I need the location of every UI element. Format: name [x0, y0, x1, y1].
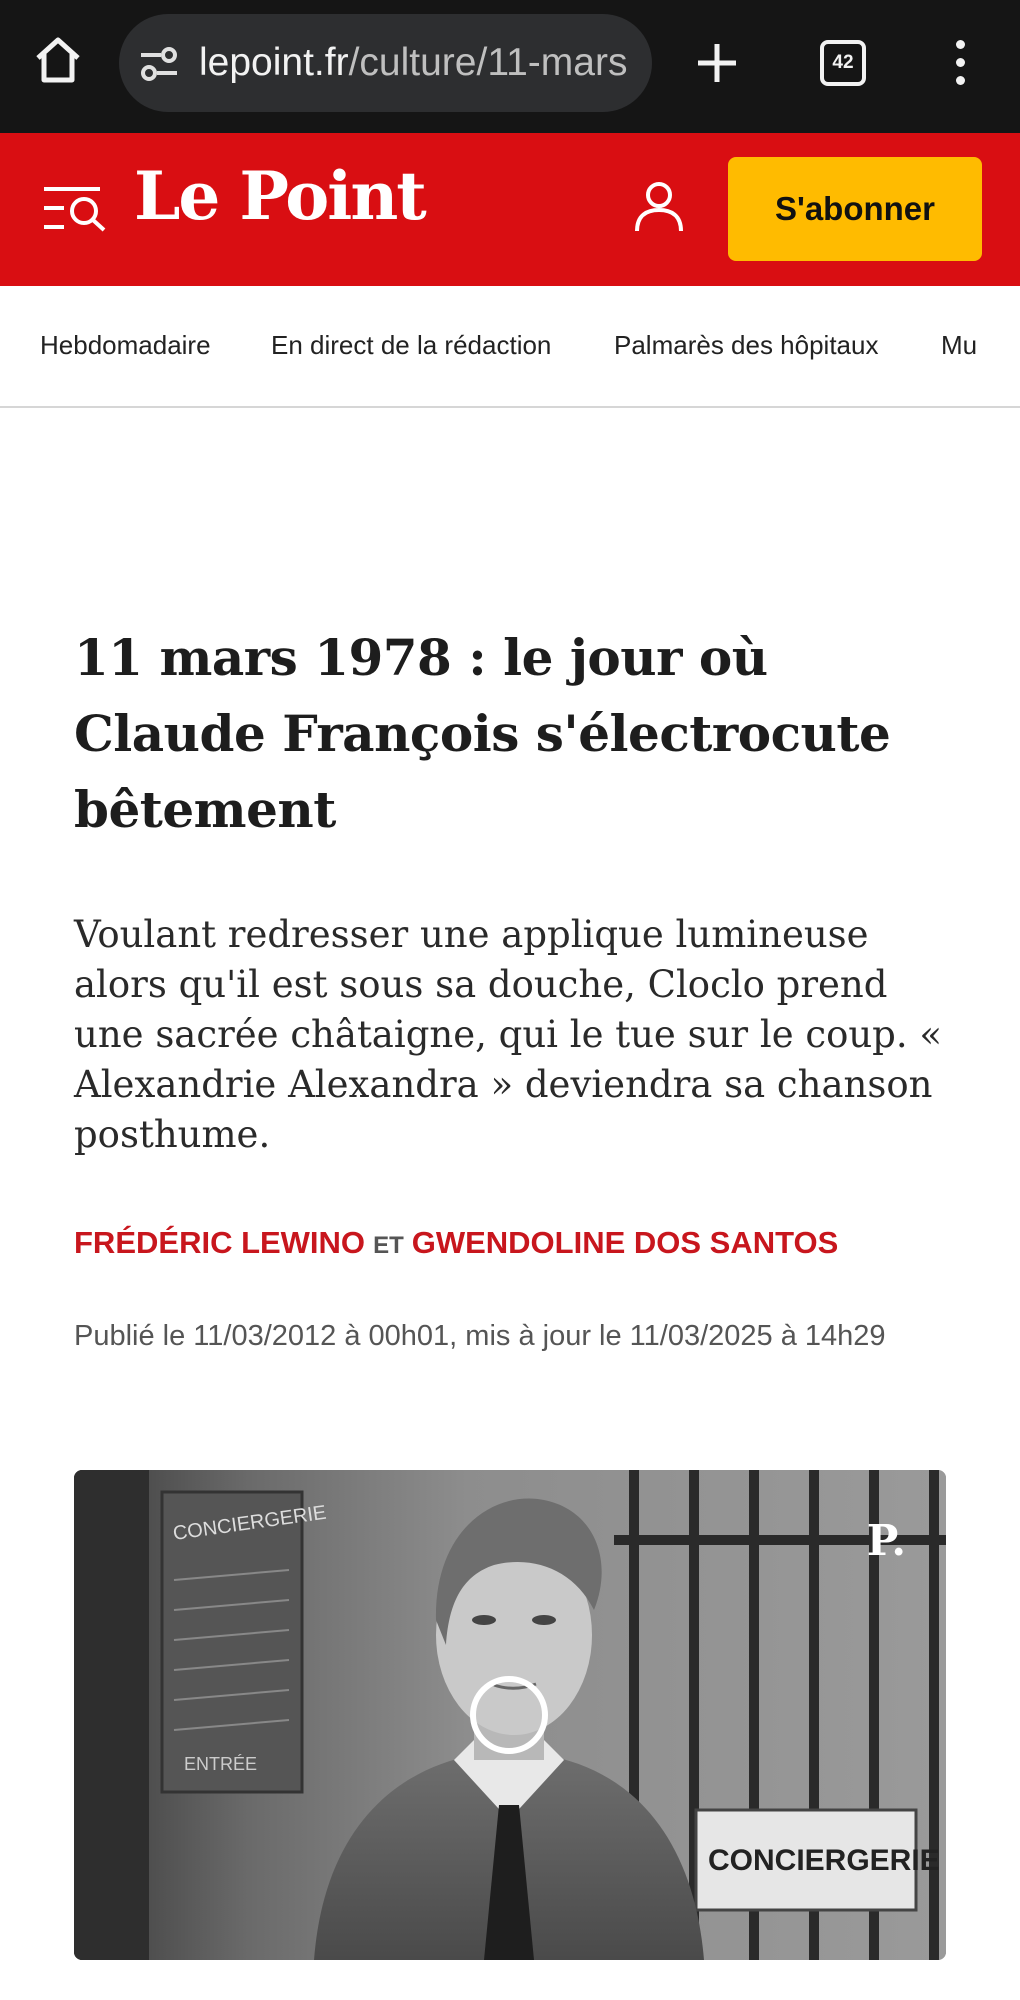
account-icon[interactable]: [632, 179, 686, 233]
more-options-icon[interactable]: [952, 40, 968, 86]
nav-item-palmares[interactable]: Palmarès des hôpitaux: [614, 330, 879, 360]
site-header: [0, 133, 1020, 286]
nav-item-hebdomadaire[interactable]: Hebdomadaire: [40, 330, 211, 360]
new-tab-icon[interactable]: [696, 42, 738, 84]
url-text: [199, 41, 627, 85]
site-settings-icon[interactable]: [139, 46, 179, 82]
author-link[interactable]: GWENDOLINE DOS SANTOS: [411, 1225, 839, 1260]
author-link[interactable]: FRÉDÉRIC LEWINO: [74, 1225, 366, 1260]
article-photo[interactable]: [74, 1470, 946, 1960]
url-path: /culture/11-mars: [348, 41, 628, 84]
publication-dates: Publié le 11/03/2012 à 00h01, mis à jour le 11/03/2025 à 14h29: [74, 1320, 886, 1352]
menu-search-icon[interactable]: [42, 183, 110, 233]
section-nav: [0, 286, 1020, 408]
address-bar[interactable]: [119, 14, 652, 112]
le-point-watermark: P.: [866, 1516, 906, 1565]
nav-item-more[interactable]: Mu: [941, 330, 978, 360]
tab-switcher-button[interactable]: 42: [820, 40, 866, 86]
author-separator: ET: [373, 1232, 404, 1259]
url-host: lepoint.fr: [199, 41, 349, 84]
nav-item-en-direct[interactable]: En direct de la rédaction: [271, 330, 552, 360]
photo-sign-bottom: CONCIERGERIE: [708, 1844, 940, 1877]
subscribe-button[interactable]: S'abonner: [728, 157, 982, 261]
site-logo[interactable]: Le Point: [134, 157, 425, 235]
loading-spinner-icon: [470, 1676, 548, 1754]
article-lede: Voulant redresser une applique lumineuse alors qu'il est sous sa douche, Cloclo prend une sacrée châtaigne, qui le tue sur le coup. « Alexandrie Alexandra » deviendra sa chanson posthume.: [74, 913, 943, 1156]
browser-toolbar: [0, 0, 1020, 133]
photo-sign-small: ENTRÉE: [184, 1754, 258, 1774]
photo-sign-top: CONCIERGERIE: [171, 1501, 328, 1545]
home-icon[interactable]: [32, 34, 84, 86]
article-authors: [74, 1225, 838, 1261]
article-title: 11 mars 1978 : le jour où Claude François s'électrocute bêtement: [74, 628, 891, 839]
